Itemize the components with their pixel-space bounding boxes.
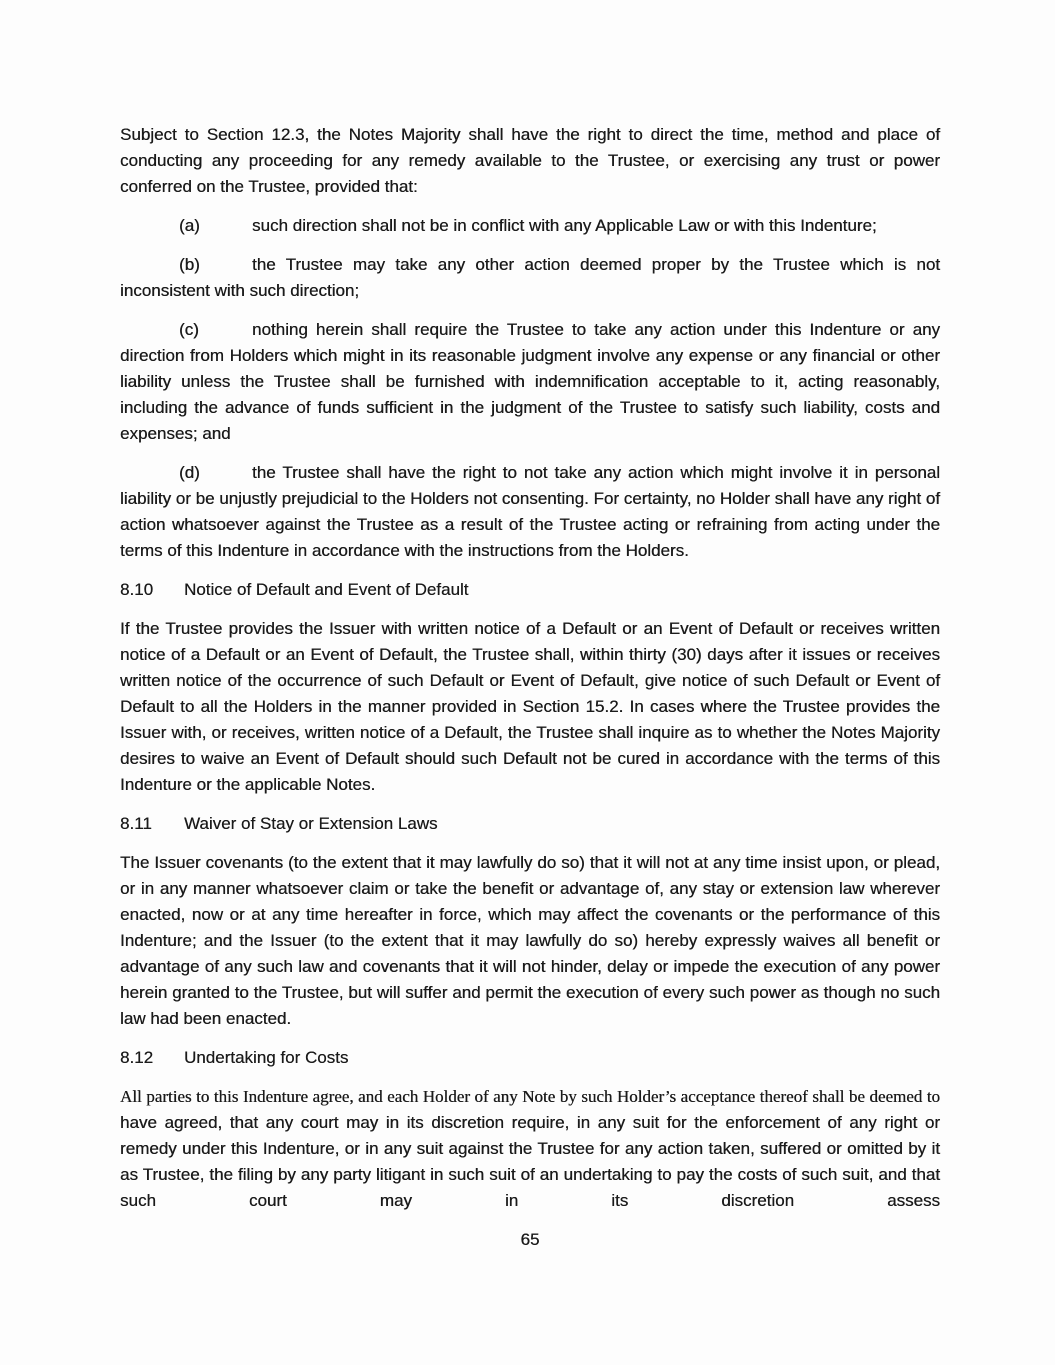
section-heading-8-11: [120, 811, 940, 837]
section-heading-8-12: [120, 1045, 940, 1071]
section-8-11-number: 8.11: [120, 814, 152, 833]
clause-c-text: nothing herein shall require the Trustee to take any action under this Indenture or any direction from Holders which might in its reasonable judgment involve any expense or any financial or other liability unless the Trustee shall be furnished with indemnification acceptable to it, acting reasonably, including the advance of funds sufficient in the judgment of the Trustee to satisfy such liability, costs and expenses; and: [120, 320, 940, 443]
section-8-10-number: 8.10: [120, 580, 154, 599]
section-8-10-title: Notice of Default and Event of Default: [184, 580, 469, 599]
section-8-10-body: If the Trustee provides the Issuer with written notice of a Default or an Event of Default or receives written notice of a Default or an Event of Default, the Trustee shall, within thirty (30) days after it issues or receives written notice of the occurrence of such Default or Event of Default, give notice of such Default or Event of Default to all the Holders in the manner provided in Section 15.2. In cases where the Trustee provides the Issuer with, or receives, written notice of a Default, the Trustee shall inquire as to whether the Notes Majority desires to waive an Event of Default should such Default not be cured in accordance with the terms of this Indenture or the applicable Notes.: [120, 619, 940, 794]
clause-d-text: the Trustee shall have the right to not take any action which might involve it in personal liability or be unjustly prejudicial to the Holders not consenting. For certainty, no Holder shall have any right of action whatsoever against the Trustee as a result of the Trustee acting or refraining from acting under the terms of this Indenture in accordance with the instructions from the Holders.: [120, 463, 940, 560]
clause-d: [120, 460, 940, 564]
section-8-11-body: The Issuer covenants (to the extent that it may lawfully do so) that it will not at any time insist upon, or plead, or in any manner whatsoever claim or take the benefit or advantage of, any stay or extension law wherever enacted, now or at any time hereafter in force, which may affect the covenants or the performance of this Indenture; and the Issuer (to the extent that it may lawfully do so) hereby expressly waives all benefit or advantage of any such law and covenants that it will not hinder, delay or impede the execution of any power herein granted to the Trustee, but will suffer and permit the execution of every such power as though no such law had been enacted.: [120, 853, 940, 1028]
clause-c-label: (c): [179, 320, 199, 339]
section-8-12-body: All parties to this Indenture agree, and each Holder of any Note by such Holder’s acceptance thereof shall be deemed to have agreed, that any court may in its discretion require, in any suit for the enforcement of any right or remedy under this Indenture, or in any suit against the Trustee for any action taken, suffered or omitted by it as Trustee, the filing by any party litigant in such suit of an undertaking to pay the costs of such suit, and that such court may in its discretion assess: [120, 1087, 940, 1210]
section-heading-8-10: [120, 577, 940, 603]
clause-c: [120, 317, 940, 447]
clause-a-text: such direction shall not be in conflict with any Applicable Law or with this Indenture;: [252, 216, 877, 235]
clause-d-label: (d): [179, 463, 200, 482]
clause-b-text: the Trustee may take any other action deemed proper by the Trustee which is not inconsistent with such direction;: [120, 255, 940, 300]
clause-b: [120, 252, 940, 304]
section-8-12-number: 8.12: [120, 1048, 154, 1067]
page-number: 65: [520, 1230, 540, 1249]
intro-paragraph: Subject to Section 12.3, the Notes Majority shall have the right to direct the time, method and place of conducting any proceeding for any remedy available to the Trustee, or exercising any trust or power conferred on the Trustee, provided that:: [120, 125, 940, 196]
section-8-11-title: Waiver of Stay or Extension Laws: [184, 814, 438, 833]
section-8-12-title: Undertaking for Costs: [184, 1048, 349, 1067]
clause-a-label: (a): [179, 216, 200, 235]
clause-b-label: (b): [179, 255, 200, 274]
clause-a: [120, 213, 940, 239]
